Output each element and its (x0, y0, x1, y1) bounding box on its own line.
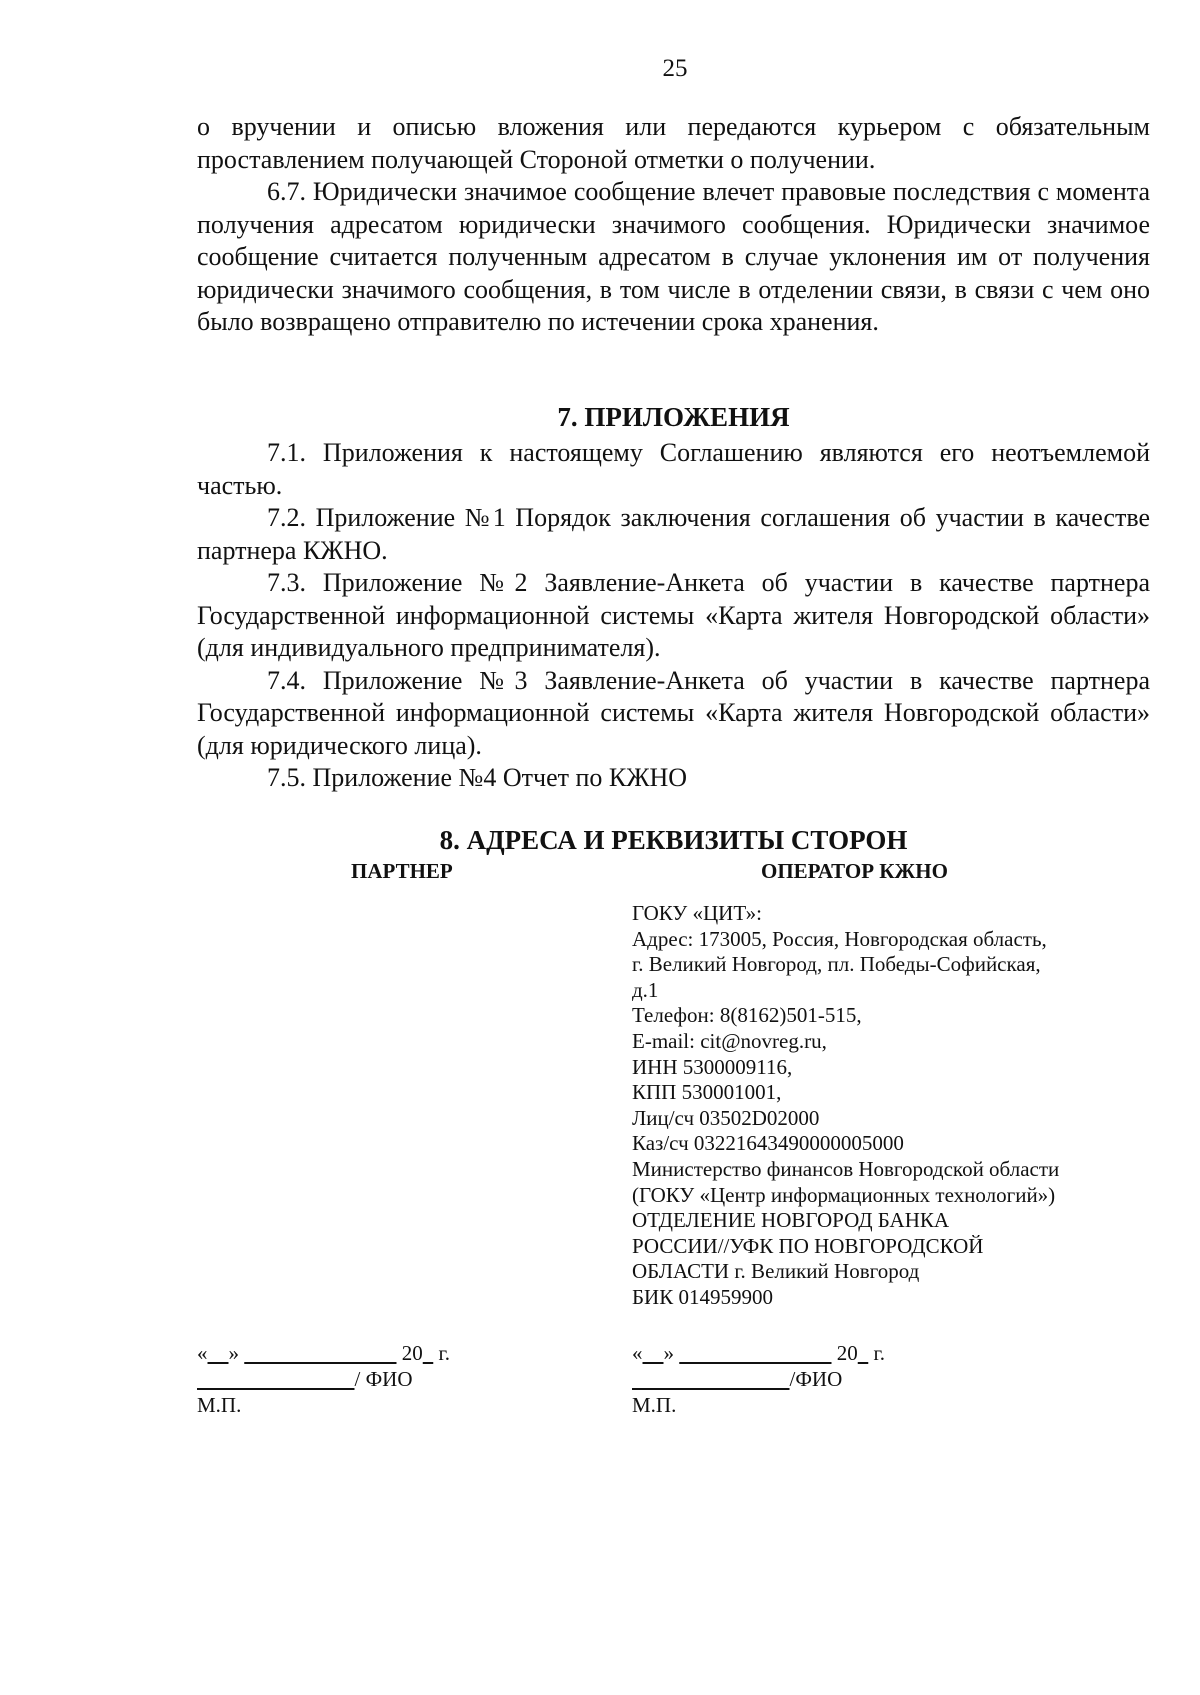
operator-line: г. Великий Новгород, пл. Победы-Софийская, (632, 952, 1041, 977)
paragraph-7-3: 7.3. Приложение №2 Заявление-Анкета об участии в качестве партнера Государственной информационной системы «Карта жителя Новгородской области» (для индивидуального предпринимателя). (197, 568, 1150, 662)
operator-line: Каз/сч 03221643490000005000 (632, 1131, 904, 1156)
close-quote: » (228, 1341, 239, 1365)
paragraph-7-2: 7.2. Приложение №1 Порядок заключения соглашения об участии в качестве партнера КЖНО. (197, 503, 1150, 565)
section-6-text (197, 111, 1150, 339)
operator-line: ИНН 5300009116, (632, 1054, 793, 1079)
operator-line: ГОКУ «ЦИТ»: (632, 901, 762, 925)
paragraph-7-5: 7.5. Приложение №4 Отчет по КЖНО (267, 763, 688, 792)
operator-line: E-mail: cit@novreg.ru, (632, 1028, 827, 1053)
section-7-title: 7. ПРИЛОЖЕНИЯ (557, 402, 790, 432)
partner-stamp-label: М.П. (197, 1393, 242, 1417)
close-quote: » (663, 1341, 674, 1365)
operator-line: БИК 014959900 (632, 1284, 773, 1309)
operator-line: Министерство финансов Новгородской области (632, 1156, 1060, 1181)
page-number: 25 (662, 55, 688, 82)
open-quote: « (632, 1341, 643, 1365)
paragraph-7-1: 7.1. Приложения к настоящему Соглашению являются его неотъемлемой частью. (197, 438, 1150, 500)
operator-line: РОССИИ//УФК ПО НОВГОРОДСКОЙ (632, 1233, 984, 1258)
paragraph-7-4: 7.4. Приложение №3 Заявление-Анкета об участии в качестве партнера Государственной информационной системы «Карта жителя Новгородской области» (для юридического лица). (197, 665, 1150, 760)
operator-line: ОТДЕЛЕНИЕ НОВГОРОД БАНКА (632, 1208, 950, 1233)
partner-fio-label: / ФИО (354, 1367, 413, 1391)
year-suffix: г. (438, 1341, 450, 1365)
partner-date-line (197, 1341, 450, 1366)
paragraph-6-6-continuation: о вручении и описью вложения или передаются курьером с обязательным проставлением получающей Стороной отметки о получении. (197, 112, 1150, 174)
partner-heading: ПАРТНЕР (351, 859, 453, 883)
operator-line: Телефон: 8(8162)501-515, (632, 1003, 862, 1028)
operator-fio-line (632, 1367, 842, 1392)
section-8-title: 8. АДРЕСА И РЕКВИЗИТЫ СТОРОН (439, 825, 908, 855)
operator-fio-label: /ФИО (789, 1367, 843, 1391)
section-7-text (197, 437, 1150, 795)
operator-heading: ОПЕРАТОР КЖНО (761, 859, 948, 883)
operator-line: (ГОКУ «Центр информационных технологий») (632, 1182, 1056, 1207)
operator-date-line (632, 1341, 885, 1366)
operator-line: КПП 530001001, (632, 1080, 782, 1105)
year-suffix: г. (873, 1341, 885, 1365)
year-prefix: 20 (836, 1341, 858, 1365)
operator-line: ОБЛАСТИ г. Великий Новгород (632, 1259, 920, 1284)
operator-stamp-label: М.П. (632, 1393, 677, 1417)
year-prefix: 20 (401, 1341, 423, 1365)
operator-line: д.1 (632, 977, 659, 1002)
operator-requisites (632, 901, 1152, 1311)
paragraph-6-7: 6.7. Юридически значимое сообщение влечет правовые последствия с момента получения адресатом юридически значимого сообщения. Юридически значимое сообщение считается полученным адресатом в случае уклонения им от получения юридически значимого сообщения, в том числе в отделении связи, в связи с чем оно было возвращено отправителю по истечении срока хранения. (197, 177, 1150, 336)
partner-fio-line (197, 1367, 413, 1392)
operator-line: Лиц/сч 03502D02000 (632, 1105, 820, 1130)
operator-line: Адрес: 173005, Россия, Новгородская область, (632, 926, 1047, 951)
open-quote: « (197, 1341, 208, 1365)
